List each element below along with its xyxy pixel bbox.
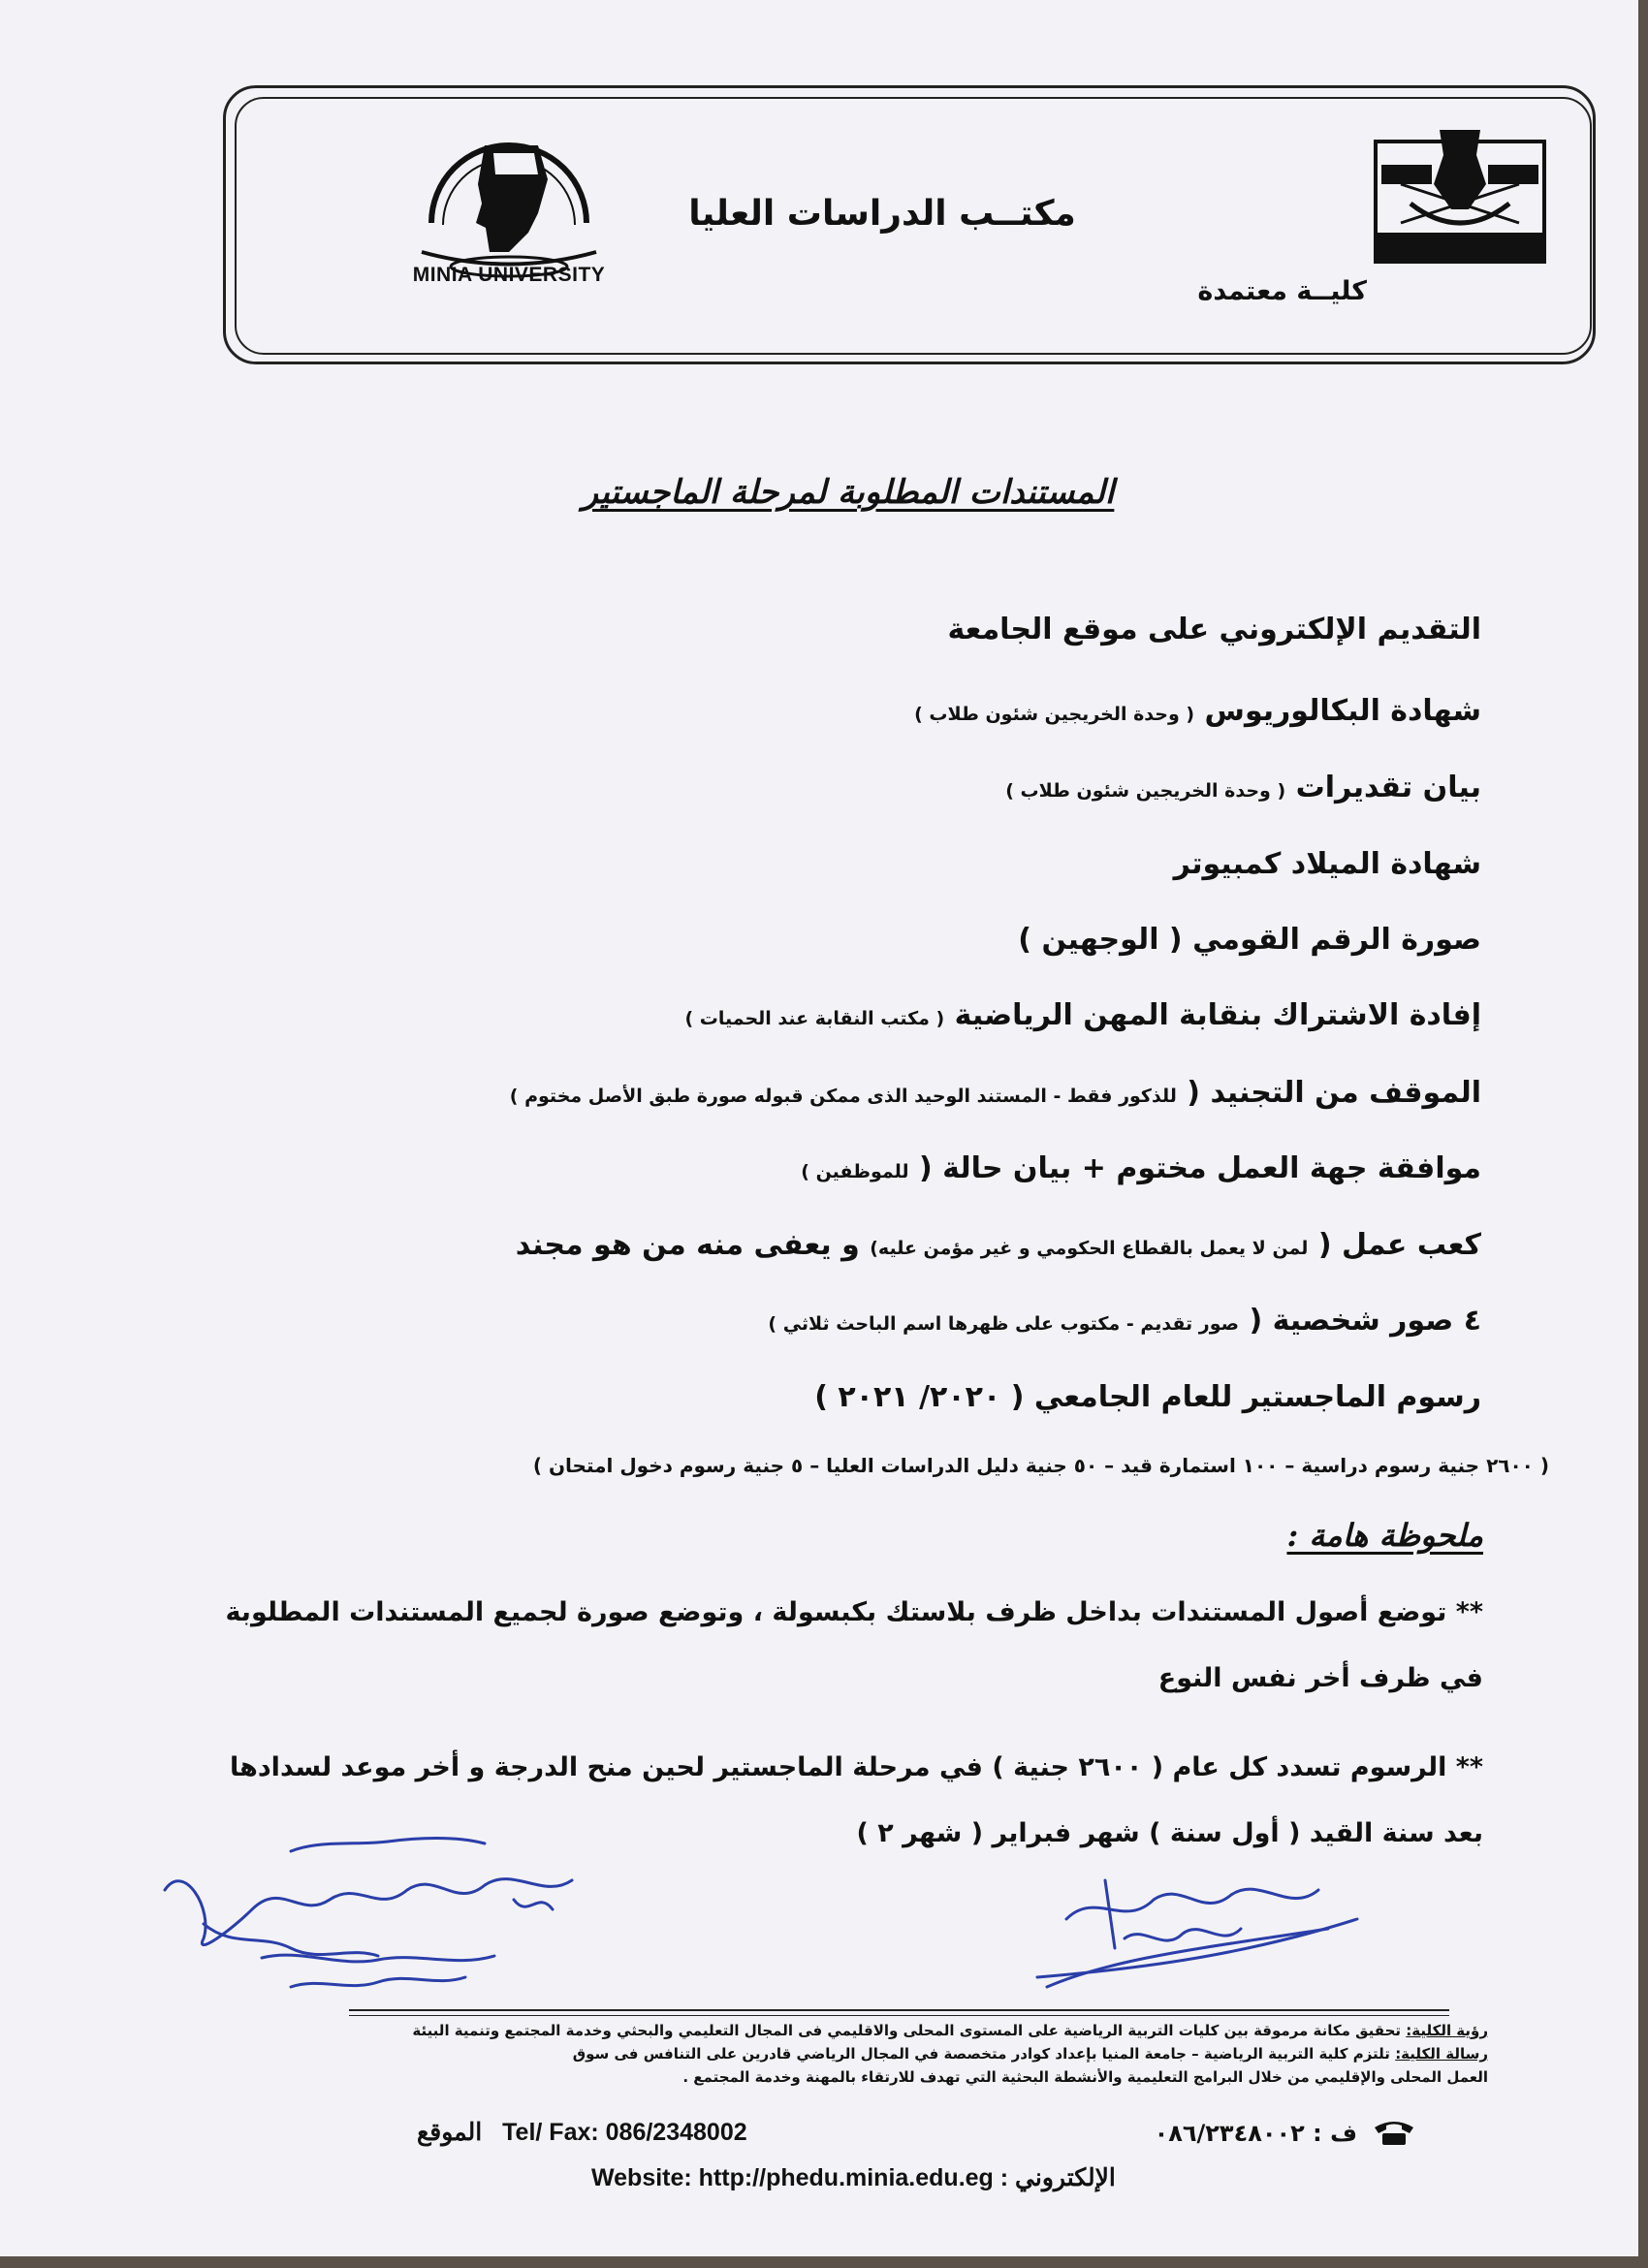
requirement-main: صورة الرقم القومي ( الوجهين ) xyxy=(1018,923,1481,957)
requirement-main: إفادة الاشتراك بنقابة المهن الرياضية xyxy=(954,998,1481,1032)
fees-breakdown: ( ٢٦٠٠ جنية رسوم دراسية – ١٠٠ استمارة قيد – ٥٠ جنية دليل الدراسات العليا – ٥ جنية رسوم دخول امتحان ) xyxy=(532,1454,1549,1477)
note-title: ملحوظة هامة : xyxy=(1286,1517,1483,1554)
requirement-note: صور تقديم - مكتوب على ظهرها اسم الباحث ثلاثي ) xyxy=(768,1313,1239,1335)
official-signature xyxy=(1008,1871,1377,1997)
requirement-main: كعب عمل ( xyxy=(1317,1228,1481,1262)
tel-fax xyxy=(417,2118,747,2147)
requirement-main: الموقف من التجنيد ( xyxy=(1187,1076,1481,1110)
vision-label: رؤية الكلية: xyxy=(1406,2022,1488,2039)
requirement-main: بيان تقديرات xyxy=(1295,771,1481,804)
requirement-note: للذكور فقط - المستند الوحيد الذى ممكن قبوله صورة طبق الأصل مختوم ) xyxy=(509,1086,1177,1107)
contact-row xyxy=(320,2118,1464,2157)
requirement-item xyxy=(801,1151,1481,1185)
requirement-item xyxy=(510,1076,1481,1110)
requirement-note: ( وحدة الخريجين شئون طلاب ) xyxy=(914,704,1195,725)
note-paragraph: ** توضع أصول المستندات بداخل ظرف بلاستك بكبسولة ، وتوضع صورة لجميع المستندات المطلوبة في ظرف أخر نفس النوع xyxy=(225,1597,1483,1693)
note-paragraph: ** الرسوم تسدد كل عام ( ٢٦٠٠ جنية ) في مرحلة الماجستير لحين منح الدرجة و أخر موعد لسدادها بعد سنة القيد ( أول سنة ) شهر فبراير ( شهر ٢ ) xyxy=(229,1752,1483,1848)
requirement-note: لمن لا يعمل بالقطاع الحكومي و غير مؤمن عليه) xyxy=(870,1238,1309,1259)
requirement-main: رسوم الماجستير للعام الجامعي ( ٢٠٢٠/ ٢٠٢١ ) xyxy=(814,1380,1481,1414)
requirement-item xyxy=(814,1380,1481,1414)
requirement-tail: و يعفى منه من هو مجند xyxy=(515,1228,860,1262)
requirement-item xyxy=(1018,923,1481,957)
fax-arabic: ف : ٠٨٦/٢٣٤٨٠٠٢ xyxy=(1154,2120,1357,2147)
vision-text: تحقيق مكانة مرموقة بين كليات التربية الرياضية على المستوى المحلى والاقليمي فى المجال التعليمي والبحثي وخدمة المجتمع وتنمية البيئة xyxy=(412,2022,1402,2039)
footer-divider xyxy=(349,2009,1449,2011)
requirement-main: شهادة الميلاد كمبيوتر xyxy=(1173,847,1481,881)
requirement-item xyxy=(516,1228,1481,1262)
site-label: الموقع xyxy=(417,2119,483,2146)
requirement-note: للموظفين ) xyxy=(801,1161,909,1182)
accredited-label: كليــة معتمدة xyxy=(1197,276,1367,306)
mission-label: رسالة الكلية: xyxy=(1395,2045,1488,2063)
document-title: المستندات المطلوبة لمرحلة الماجستير xyxy=(582,473,1115,512)
faculty-vision xyxy=(199,2022,1488,2039)
phone-icon xyxy=(1373,2118,1415,2147)
requirement-main: ٤ صور شخصية ( xyxy=(1249,1304,1481,1338)
dean-signature xyxy=(145,1832,601,2006)
requirement-note: ( مكتب النقابة عند الحميات ) xyxy=(684,1008,945,1029)
tel-fax-number: Tel/ Fax: 086/2348002 xyxy=(502,2119,747,2146)
requirement-main: التقديم الإلكتروني على موقع الجامعة xyxy=(947,613,1481,646)
requirement-main: موافقة جهة العمل مختوم + بيان حالة ( xyxy=(918,1151,1481,1185)
faculty-mission-continued: العمل المحلى والإقليمي من خلال البرامج التعليمية والأنشطة البحثية التي تهدف للارتقاء بالمهنة وخدمة المجتمع . xyxy=(682,2068,1488,2086)
faculty-mission xyxy=(199,2045,1488,2063)
requirement-item xyxy=(684,998,1481,1032)
website-link[interactable]: Website: http://phedu.minia.edu.eg : الإلكتروني xyxy=(591,2164,1116,2191)
university-logo-caption: MINIA UNIVERSITY xyxy=(412,264,606,286)
requirement-item xyxy=(914,694,1481,728)
requirement-item xyxy=(1174,847,1481,881)
requirement-main: شهادة البكالوريوس xyxy=(1204,694,1481,728)
footer-divider xyxy=(349,2015,1449,2016)
faculty-logo xyxy=(1372,126,1548,269)
requirement-item xyxy=(1005,771,1481,804)
office-title: مكتــب الدراسات العليا xyxy=(688,194,1076,234)
requirement-item xyxy=(947,613,1481,646)
requirement-item xyxy=(768,1304,1481,1338)
requirement-note: ( وحدة الخريجين شئون طلاب ) xyxy=(1005,780,1286,802)
mission-text: تلتزم كلية التربية الرياضية – جامعة المنيا بإعداد كوادر متخصصة في المجال الرياضي قادرين على التنافس فى سوق xyxy=(572,2045,1390,2063)
